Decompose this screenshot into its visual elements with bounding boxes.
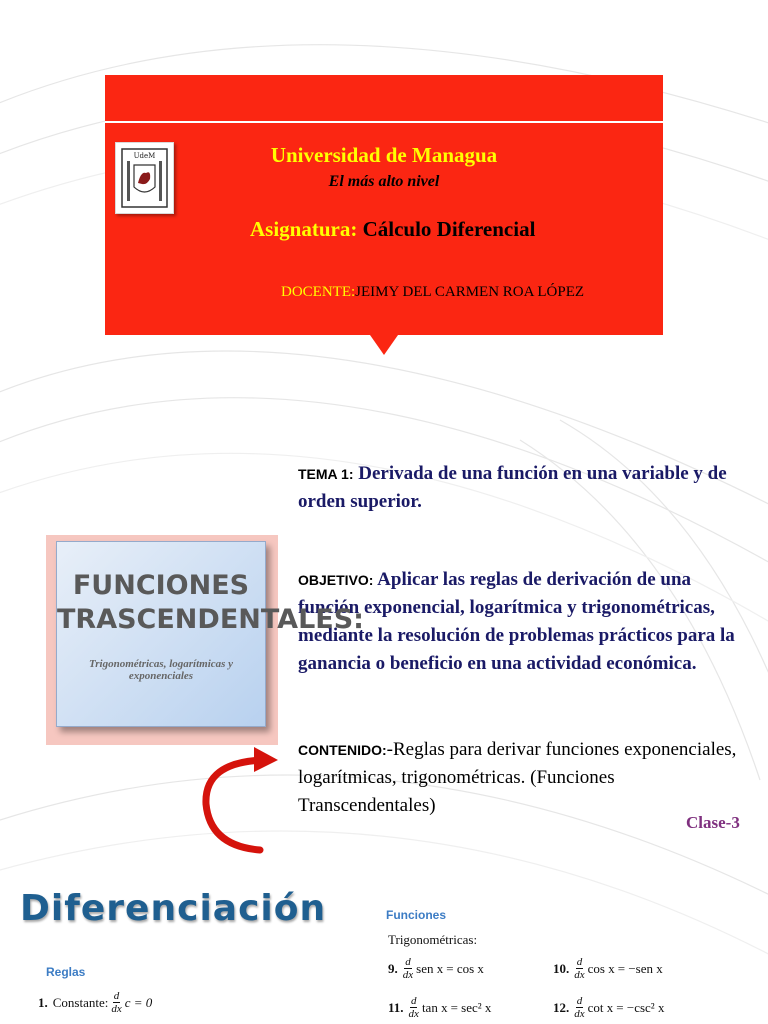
rule1-number: 1. (38, 994, 48, 1010)
formula-12: 12. $\frac{d}{dx}$ cot x = −csc² x (553, 995, 665, 1020)
header-divider (105, 121, 663, 123)
derivative-operator: $\frac{d}{dx}$ (408, 995, 419, 1020)
teacher-line (281, 284, 584, 301)
curved-arrow-icon (194, 742, 284, 862)
university-name: Universidad de Managua (270, 143, 498, 167)
funciones-label: Funciones (386, 908, 447, 922)
image-title-line1: FUNCIONES (72, 570, 250, 601)
image-title-line2: TRASCENDENTALES: (57, 604, 364, 635)
reglas-label: Reglas (46, 965, 86, 979)
objetivo-text: Aplicar las reglas de derivación de una función exponencial, logarítmica y trigonométricas, mediante la resolución de problemas prácticos para la ganancia o beneficio en una actividad económica. (298, 569, 735, 674)
derivative-operator: $\frac{d}{dx}$ (402, 956, 414, 981)
trig-label: Trigonométricas: (388, 932, 478, 947)
formula-9: 9. $\frac{d}{dx}$ sen x = cos x (388, 956, 484, 981)
contenido-block (298, 736, 748, 820)
header-pointer (370, 335, 398, 355)
rule1-expression: c = 0 (124, 994, 153, 1010)
teacher-label: DOCENTE: (281, 284, 356, 300)
rule1-label: Constante: (52, 994, 109, 1010)
header-banner (105, 75, 663, 335)
tema-block (298, 460, 748, 516)
subject-line (250, 217, 535, 242)
derivative-operator: $\frac{d}{dx}$ (574, 956, 585, 981)
contenido-label: CONTENIDO: (298, 742, 387, 758)
diferenciacion-title: Diferenciación (20, 888, 327, 929)
derivative-operator: $\frac{d}{dx}$ (111, 990, 122, 1015)
clase-label: Clase-3 (686, 813, 740, 832)
formula-10: 10. $\frac{d}{dx}$ cos x = −sen x (553, 956, 663, 981)
tema-label: TEMA 1: (298, 466, 354, 482)
teacher-name: JEIMY DEL CARMEN ROA LÓPEZ (355, 284, 585, 300)
objetivo-block (298, 566, 748, 678)
rule-constant (38, 990, 152, 1015)
objetivo-label: OBJETIVO: (298, 572, 374, 588)
logo-text: UdeM (133, 152, 156, 160)
subject-label: Asignatura: (250, 217, 358, 241)
formula-11: 11. $\frac{d}{dx}$ tan x = sec² x (388, 995, 492, 1020)
image-subtitle: Trigonométricas, logarítmicas y exponenciales (88, 658, 234, 682)
contenido-text: -Reglas para derivar funciones exponenciales, logarítmicas, trigonométricas. (Funciones Transcendentales) (298, 739, 737, 816)
derivative-operator: $\frac{d}{dx}$ (574, 995, 585, 1020)
tema-text: Derivada de una función en una variable y de orden superior. (298, 463, 727, 512)
subject-name: Cálculo Diferencial (362, 217, 536, 241)
university-motto: El más alto nivel (328, 173, 440, 190)
